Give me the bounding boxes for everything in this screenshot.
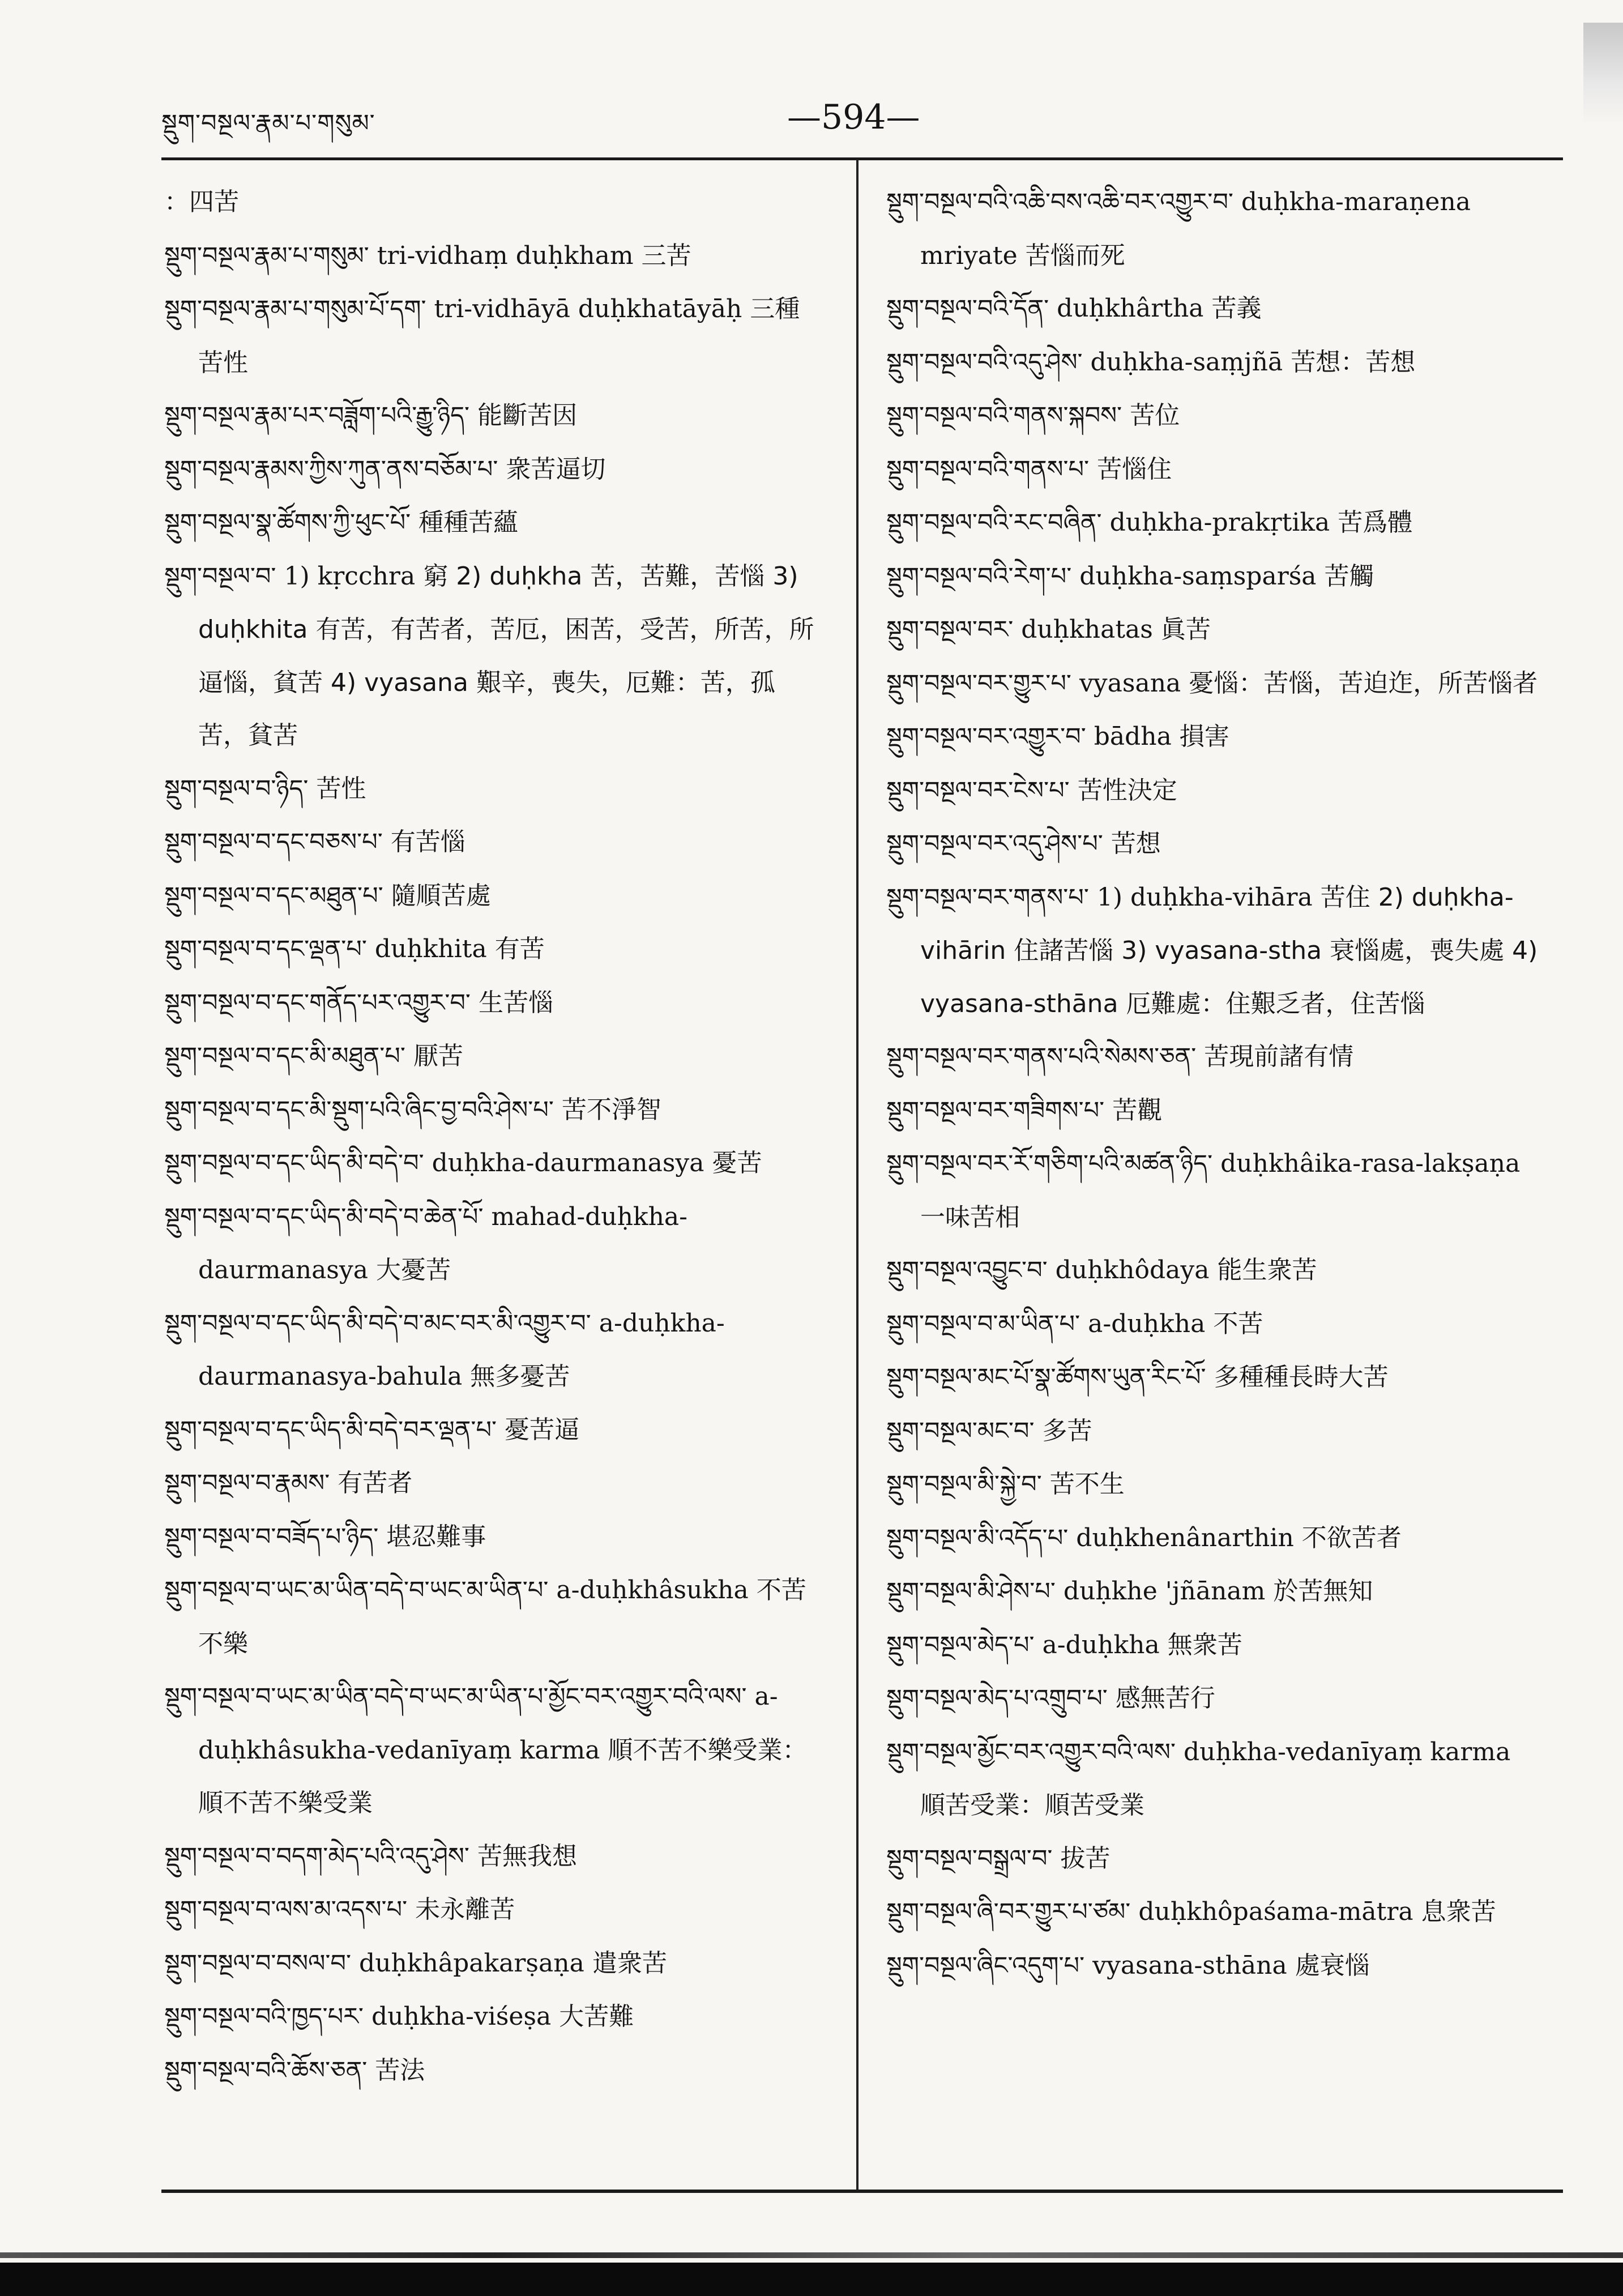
- entry-sanskrit: duḥkha-saṃsparśa: [1079, 561, 1317, 591]
- dictionary-entry: [164, 389, 821, 443]
- dictionary-entry: [164, 1403, 821, 1457]
- entry-sanskrit: duḥkha-maraṇena mriyate: [920, 187, 1471, 270]
- dictionary-entry: [886, 871, 1543, 1031]
- entry-tibetan: སྡུག་བསྔལ་བའི་ཁྱད་པར་: [164, 2003, 364, 2031]
- dictionary-entry: [164, 1670, 821, 1830]
- dictionary-entry: [886, 1458, 1543, 1512]
- entry-tibetan: སྡུག་བསྔལ་མི་སྐྱེ་བ་: [886, 1470, 1042, 1499]
- entry-sanskrit: duḥkhenânarthin: [1076, 1523, 1294, 1552]
- entry-chinese: 憂惱：苦惱，苦迫迮，所苦惱者: [1189, 668, 1538, 698]
- dictionary-entry: [164, 1883, 821, 1937]
- dictionary-entry: [164, 1297, 821, 1403]
- entry-tibetan: སྡུག་བསྔལ་བ་དང་གནོད་པར་འགྱུར་བ་: [164, 988, 471, 1017]
- entry-chinese: 不苦不樂: [198, 1576, 806, 1658]
- entry-sanskrit: a-duḥkhâsukha-vedanīyaṃ karma: [198, 1682, 778, 1765]
- entry-tibetan: སྡུག་བསྔལ་བ་རྣམས་: [164, 1469, 330, 1497]
- entry-tibetan: སྡུག་བསྔལ་བར་ངེས་པ་: [886, 776, 1070, 805]
- entry-chinese: 息衆苦: [1421, 1897, 1496, 1926]
- entry-tibetan: སྡུག་བསྔལ་བར་གྱུར་པ་: [886, 669, 1071, 698]
- entry-sanskrit: duḥkhâika-rasa-lakṣaṇa: [1220, 1149, 1521, 1178]
- entry-chinese: 苦想: [1111, 829, 1161, 858]
- dictionary-entry: [886, 1832, 1543, 1886]
- entry-tibetan: སྡུག་བསྔལ་བ་ཡང་མ་ཡིན་བདེ་བ་ཡང་མ་ཡིན་པ་: [164, 1576, 549, 1604]
- dictionary-entry: [886, 1298, 1543, 1351]
- dictionary-entry: [886, 1885, 1543, 1939]
- entry-tibetan: སྡུག་བསྔལ་བར་འདུ་ཤེས་པ་: [886, 830, 1103, 858]
- entry-chinese: ：四苦: [164, 187, 239, 216]
- entry-chinese: 眞苦: [1160, 615, 1211, 644]
- entry-tibetan: སྡུག་བསྔལ་བ་ལས་མ་འདས་པ་: [164, 1896, 408, 1924]
- entry-sanskrit: duḥkha-viśeṣa: [371, 2002, 552, 2031]
- left-column: [164, 176, 821, 2097]
- entry-tibetan: སྡུག་བསྔལ་ཞི་བར་གྱུར་པ་ཙམ་: [886, 1898, 1131, 1926]
- entry-sanskrit: 1) kṛcchra: [284, 561, 416, 591]
- entry-chinese: 苦觸: [1324, 561, 1374, 591]
- entry-chinese: 苦不淨智: [561, 1095, 661, 1124]
- entry-tibetan: སྡུག་བསྔལ་འབྱུང་བ་: [886, 1256, 1048, 1284]
- entry-tibetan: སྡུག་བསྔལ་བའི་རང་བཞིན་: [886, 509, 1102, 537]
- entry-tibetan: སྡུག་བསྔལ་བར་གནས་པའི་སེམས་ཅན་: [886, 1043, 1197, 1071]
- entry-tibetan: སྡུག་བསྔལ་བསྒྲལ་བ་: [886, 1844, 1053, 1873]
- entry-chinese: 遣衆苦: [592, 1948, 667, 1978]
- entry-chinese: 苦惱住: [1097, 454, 1172, 484]
- entry-chinese: 有苦惱: [390, 827, 465, 856]
- dictionary-entry: [886, 657, 1543, 711]
- entry-chinese: 苦觀: [1112, 1095, 1163, 1125]
- entry-tibetan: སྡུག་བསྔལ་སྣ་ཚོགས་ཀྱི་ཕུང་པོ་: [164, 509, 411, 537]
- entry-sanskrit: a-duḥkha: [1088, 1309, 1206, 1338]
- dictionary-entry: [886, 1244, 1543, 1298]
- dictionary-entry: [886, 1726, 1543, 1832]
- dictionary-entry: [886, 1084, 1543, 1138]
- entry-chinese: 損害: [1179, 722, 1229, 751]
- dictionary-entry: [164, 1030, 821, 1083]
- entry-chinese: 能生衆苦: [1217, 1256, 1317, 1284]
- entry-chinese: 順苦受業：順苦受業: [920, 1791, 1144, 1820]
- entry-chinese: 憂苦逼: [505, 1415, 580, 1444]
- entry-tibetan: སྡུག་བསྔལ་བ་བསལ་བ་: [164, 1949, 352, 1978]
- entry-chinese: 憂苦: [712, 1149, 762, 1177]
- bottom-rule: [161, 2190, 1563, 2193]
- entry-tibetan: སྡུག་བསྔལ་བར་རོ་གཅིག་པའི་མཚན་ཉིད་: [886, 1150, 1213, 1178]
- dictionary-entry: [164, 176, 821, 229]
- dictionary-entry: [164, 1190, 821, 1297]
- entry-chinese: 苦位: [1130, 401, 1180, 430]
- entry-chinese: 苦想：苦想: [1291, 347, 1416, 377]
- entry-tibetan: སྡུག་བསྔལ་བའི་ཆོས་ཅན་: [164, 2056, 368, 2085]
- entry-chinese: 苦爲體: [1338, 508, 1413, 537]
- entry-tibetan: སྡུག་བསྔལ་བ་ཡང་མ་ཡིན་བདེ་བ་ཡང་མ་ཡིན་པ་མྱོང་བར་འགྱུར་བའི་ལས་: [164, 1683, 747, 1711]
- dictionary-entry: [886, 1405, 1543, 1458]
- entry-sanskrit: duḥkhâpakarṣaṇa: [359, 1948, 584, 1978]
- entry-sanskrit: mahad-duḥkha-daurmanasya: [198, 1202, 688, 1284]
- entry-chinese: 苦義: [1211, 294, 1262, 323]
- entry-tibetan: སྡུག་བསྔལ་ཞིང་འདུག་པ་: [886, 1951, 1085, 1980]
- entry-chinese: 能斷苦因: [477, 401, 578, 430]
- entry-sanskrit: bādha: [1094, 722, 1172, 751]
- entry-tibetan: སྡུག་བསྔལ་མང་པོ་སྣ་ཚོགས་ཡུན་རིང་པོ་: [886, 1363, 1206, 1392]
- entry-tibetan: སྡུག་བསྔལ་མྱོང་བར་འགྱུར་བའི་ལས་: [886, 1738, 1176, 1766]
- entry-chinese: 大苦難: [559, 2002, 634, 2031]
- entry-sanskrit: a-duḥkhâsukha: [556, 1576, 749, 1604]
- entry-chinese: 大憂苦: [375, 1256, 451, 1284]
- dictionary-entry: [886, 550, 1543, 604]
- entry-sanskrit: duḥkhe 'jñānam: [1063, 1577, 1266, 1606]
- entry-tibetan: སྡུག་བསྔལ་བའི་འཆི་བས་འཆི་བར་འགྱུར་བ་: [886, 188, 1233, 216]
- entry-chinese: 處衰惱: [1295, 1951, 1370, 1980]
- dictionary-entry: [886, 443, 1543, 497]
- entry-chinese: 多苦: [1042, 1416, 1092, 1445]
- entry-sanskrit: duḥkha-prakṛtika: [1109, 508, 1330, 537]
- dictionary-entry: [164, 923, 821, 976]
- entry-chinese: 不欲苦者: [1301, 1523, 1402, 1552]
- dictionary-entry: [164, 1937, 821, 1991]
- entry-tibetan: སྡུག་བསྔལ་མི་ཤེས་པ་: [886, 1577, 1056, 1606]
- dictionary-entry: [164, 1457, 821, 1510]
- entry-chinese: 苦現前諸有情: [1204, 1042, 1354, 1071]
- entry-sanskrit: tri-vidhaṃ duḥkham: [377, 241, 634, 270]
- entry-chinese: 於苦無知: [1273, 1577, 1373, 1606]
- dictionary-entry: [164, 283, 821, 389]
- entry-chinese: 順不苦不樂受業：順不苦不樂受業: [198, 1735, 808, 1817]
- dictionary-entry: [886, 1672, 1543, 1726]
- entry-chinese: 生苦惱: [478, 988, 553, 1017]
- entry-tibetan: སྡུག་བསྔལ་རྣམ་པ་གསུམ་: [164, 241, 369, 270]
- entry-sanskrit: duḥkha-saṃjñā: [1090, 347, 1283, 377]
- entry-chinese: 厭苦: [413, 1042, 463, 1070]
- dictionary-entry: [164, 2044, 821, 2098]
- dictionary-entry: [164, 496, 821, 550]
- entry-chinese: 苦法: [375, 2055, 425, 2085]
- dictionary-entry: [164, 976, 821, 1030]
- entry-tibetan: སྡུག་བསྔལ་བ་དང་མི་མཐུན་པ་: [164, 1042, 405, 1070]
- column-divider: [856, 160, 859, 2190]
- dictionary-entry: [886, 496, 1543, 550]
- entry-sanskrit: 1) duḥkha-vihāra: [1096, 882, 1313, 912]
- entry-tibetan: སྡུག་བསྔལ་བ་མ་ཡིན་པ་: [886, 1309, 1080, 1338]
- entry-tibetan: སྡུག་བསྔལ་མེད་པ་འགྲུབ་པ་: [886, 1684, 1108, 1713]
- entry-chinese: 隨順苦處: [391, 881, 491, 910]
- entry-chinese: 種種苦蘊: [418, 508, 519, 537]
- dictionary-entry: [886, 1351, 1543, 1405]
- dictionary-entry: [886, 1565, 1543, 1619]
- entry-chinese: 苦住 2) duḥkha-vihārin 住諸苦惱 3) vyasana-stha 衰惱處，喪失處 4) vyasana-sthāna 厄難處：住艱乏者，住苦惱: [920, 882, 1538, 1018]
- entry-sanskrit: duḥkhita: [374, 934, 487, 963]
- entry-chinese: 拔苦: [1060, 1843, 1111, 1873]
- dictionary-entry: [886, 764, 1543, 818]
- entry-tibetan: སྡུག་བསྔལ་བའི་གནས་སྐབས་: [886, 402, 1122, 430]
- dictionary-entry: [164, 1137, 821, 1190]
- dictionary-entry: [886, 710, 1543, 764]
- dictionary-entry: [164, 1990, 821, 2044]
- scan-edge-shadow: [1583, 23, 1623, 125]
- entry-chinese: 苦性決定: [1077, 775, 1177, 805]
- dictionary-entry: [886, 1137, 1543, 1244]
- dictionary-entry: [886, 1619, 1543, 1672]
- dictionary-entry: [164, 550, 821, 762]
- entry-chinese: 有苦: [494, 934, 545, 963]
- entry-sanskrit: duḥkhatas: [1021, 615, 1153, 644]
- dictionary-entry: [886, 336, 1543, 390]
- entry-tibetan: སྡུག་བསྔལ་བར་: [886, 616, 1014, 644]
- entry-chinese: 三種苦性: [198, 295, 800, 377]
- entry-sanskrit: a-duḥkha: [1042, 1630, 1160, 1659]
- dictionary-entry: [164, 1564, 821, 1670]
- entry-chinese: 有苦者: [338, 1469, 413, 1497]
- entry-chinese: 苦不生: [1049, 1470, 1125, 1499]
- entry-tibetan: སྡུག་བསྔལ་བའི་དོན་: [886, 295, 1049, 323]
- entry-tibetan: སྡུག་བསྔལ་མེད་པ་: [886, 1631, 1035, 1659]
- entry-tibetan: སྡུག་བསྔལ་བར་གནས་པ་: [886, 883, 1089, 912]
- entry-tibetan: སྡུག་བསྔལ་བ་བཟོད་པ་ཉིད་: [164, 1522, 379, 1551]
- entry-sanskrit: duḥkha-daurmanasya: [432, 1149, 704, 1177]
- entry-sanskrit: duḥkhôpaśama-mātra: [1138, 1897, 1413, 1926]
- entry-chinese: 苦惱而死: [1025, 241, 1125, 270]
- entry-tibetan: སྡུག་བསྔལ་བ་དང་ཡིད་མི་བདེ་བ་མང་བར་མི་འགྱུར་བ་: [164, 1309, 591, 1338]
- entry-chinese: 一味苦相: [920, 1202, 1020, 1232]
- entry-sanskrit: duḥkha-vedanīyaṃ karma: [1183, 1737, 1511, 1766]
- dictionary-entry: [886, 817, 1543, 871]
- entry-tibetan: སྡུག་བསྔལ་བ་དང་ཡིད་མི་བདེ་བ་: [164, 1149, 424, 1177]
- entry-tibetan: སྡུག་བསྔལ་བའི་རེག་པ་: [886, 562, 1072, 591]
- entry-sanskrit: tri-vidhāyā duḥkhatāyāḥ: [434, 295, 742, 323]
- entry-chinese: 不苦: [1213, 1309, 1263, 1338]
- dictionary-entry: [886, 389, 1543, 443]
- entry-chinese: 無衆苦: [1167, 1630, 1242, 1659]
- dictionary-entry: [164, 762, 821, 816]
- entry-chinese: 窮 2) duḥkha 苦，苦難，苦惱 3) duḥkhita 有苦，有苦者，苦厄，困苦，受苦，所苦，所逼惱，貧苦 4) vyasana 艱辛，喪失，厄難：苦，孤苦，貧苦: [198, 561, 814, 750]
- dictionary-entry: [164, 229, 821, 283]
- entry-chinese: 無多憂苦: [470, 1362, 570, 1391]
- dictionary-entry: [886, 1939, 1543, 1993]
- dictionary-entry: [886, 1512, 1543, 1565]
- entry-chinese: 三苦: [641, 241, 691, 270]
- dictionary-entry: [886, 282, 1543, 336]
- dictionary-entry: [886, 603, 1543, 657]
- entry-chinese: 感無苦行: [1115, 1684, 1215, 1713]
- entry-chinese: 苦無我想: [477, 1841, 577, 1871]
- entry-tibetan: སྡུག་བསྔལ་བ་: [164, 562, 276, 591]
- dictionary-entry: [886, 176, 1543, 282]
- entry-tibetan: སྡུག་བསྔལ་བ་བདག་མེད་པའི་འདུ་ཤེས་: [164, 1842, 469, 1871]
- dictionary-entry: [164, 1083, 821, 1137]
- entry-tibetan: སྡུག་བསྔལ་བར་འགྱུར་བ་: [886, 723, 1086, 751]
- right-column: [886, 176, 1543, 1992]
- page-number: —594—: [787, 97, 920, 137]
- entry-tibetan: སྡུག་བསྔལ་བ་དང་མི་སྡུག་པའི་ཞིང་བྱ་བའི་ཤེས་པ་: [164, 1095, 554, 1124]
- entry-tibetan: སྡུག་བསྔལ་མི་འདོད་པ་: [886, 1523, 1069, 1552]
- entry-tibetan: སྡུག་བསྔལ་རྣམ་པ་གསུམ་པོ་དག་: [164, 295, 426, 323]
- entry-tibetan: སྡུག་བསྔལ་བར་གཟིགས་པ་: [886, 1096, 1105, 1125]
- dictionary-entry: [164, 443, 821, 497]
- entry-tibetan: སྡུག་བསྔལ་བ་དང་བཅས་པ་: [164, 828, 383, 856]
- entry-tibetan: སྡུག་བསྔལ་བའི་འདུ་ཤེས་: [886, 348, 1083, 377]
- entry-tibetan: སྡུག་བསྔལ་རྣམ་པར་བཟློག་པའི་རྒྱུ་ཉིད་: [164, 402, 470, 430]
- dictionary-entry: [164, 816, 821, 869]
- entry-chinese: 未永離苦: [415, 1895, 515, 1924]
- entry-chinese: 堪忍難事: [386, 1522, 486, 1551]
- top-rule: [161, 157, 1563, 160]
- entry-tibetan: སྡུག་བསྔལ་བའི་གནས་པ་: [886, 455, 1090, 484]
- entry-chinese: 衆苦逼切: [506, 454, 606, 484]
- entry-tibetan: སྡུག་བསྔལ་མང་བ་: [886, 1416, 1035, 1445]
- entry-sanskrit: vyasana: [1079, 668, 1181, 698]
- dictionary-entry: [164, 869, 821, 923]
- entry-tibetan: སྡུག་བསྔལ་བ་ཉིད་: [164, 774, 309, 803]
- dictionary-entry: [164, 1830, 821, 1884]
- entry-sanskrit: duḥkhârtha: [1057, 294, 1204, 323]
- entry-sanskrit: vyasana-sthāna: [1092, 1951, 1287, 1980]
- entry-tibetan: སྡུག་བསྔལ་བ་དང་ཡིད་མི་བདེ་བ་ཆེན་པོ་: [164, 1202, 484, 1231]
- dictionary-entry: [886, 1030, 1543, 1084]
- entry-tibetan: སྡུག་བསྔལ་བ་དང་ལྡན་པ་: [164, 935, 367, 963]
- scan-bottom-band: [0, 2263, 1623, 2296]
- entry-tibetan: སྡུག་བསྔལ་བ་དང་མཐུན་པ་: [164, 881, 383, 910]
- entry-tibetan: སྡུག་བསྔལ་བ་དང་ཡིད་མི་བདེ་བར་ལྡན་པ་: [164, 1415, 497, 1444]
- entry-chinese: 苦性: [316, 774, 366, 803]
- entry-chinese: 多種種長時大苦: [1214, 1363, 1389, 1392]
- entry-sanskrit: duḥkhôdaya: [1055, 1256, 1210, 1284]
- running-head: སྡུག་བསྔལ་རྣམ་པ་གསུམ་: [161, 109, 375, 138]
- entry-tibetan: སྡུག་བསྔལ་རྣམས་ཀྱིས་ཀུན་ནས་བཅོམ་པ་: [164, 455, 498, 484]
- dictionary-entry: [164, 1510, 821, 1564]
- entry-sanskrit: a-duḥkha-daurmanasya-bahula: [198, 1308, 725, 1391]
